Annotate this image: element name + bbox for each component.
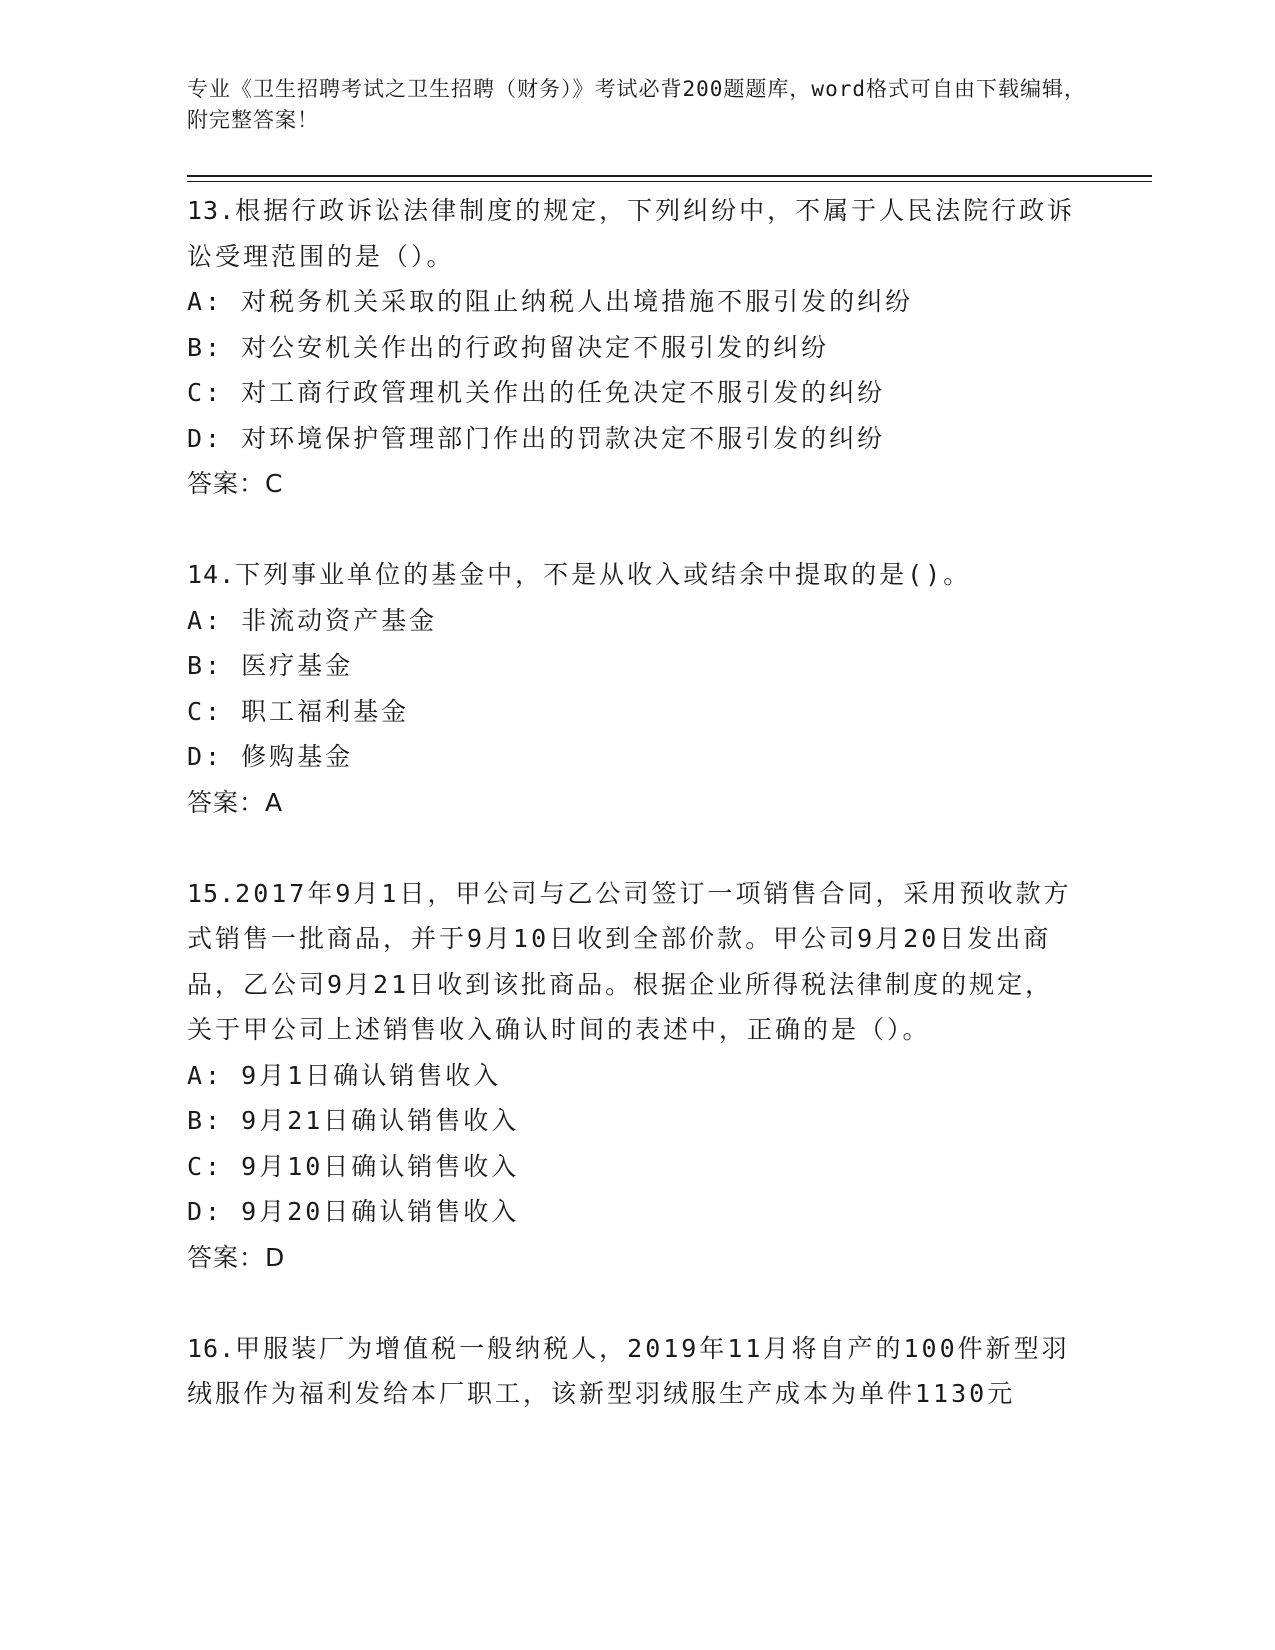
- option-b: B: 医疗基金: [187, 651, 354, 680]
- question-15: [187, 871, 1077, 1281]
- answer: 答案：D: [187, 1242, 286, 1272]
- question-stem: [187, 552, 1077, 598]
- option-a: A: 对税务机关采取的阻止纳税人出境措施不服引发的纠纷: [187, 287, 914, 316]
- option-b: B: 9月21日确认销售收入: [187, 1106, 520, 1135]
- question-text: 甲服装厂为增值税一般纳税人，2019年11月将自产的100件新型羽绒服作为福利发给本厂职工，该新型羽绒服生产成本为单件1130元: [187, 1333, 1070, 1408]
- header-text: 专业《卫生招聘考试之卫生招聘（财务）》考试必背200题题库，word格式可自由下载编辑，附完整答案！: [187, 77, 1086, 132]
- question-number: 14.: [187, 560, 236, 589]
- question-stem: [187, 188, 1077, 279]
- option-a: A: 9月1日确认销售收入: [187, 1060, 502, 1090]
- document-header: [187, 74, 1087, 136]
- option-c: C: 职工福利基金: [187, 696, 410, 726]
- question-text: 2017年9月1日，甲公司与乙公司签订一项销售合同，采用预收款方式销售一批商品，并于9月10日收到全部价款。甲公司9月20日发出商品，乙公司9月21日收到该批商品。根据企业所得税法律制度的规定，关于甲公司上述销售收入确认时间的表述中，正确的是（）。: [187, 878, 1072, 1044]
- header-divider-thin: [187, 181, 1152, 182]
- question-14: [187, 552, 1077, 825]
- question-stem: [187, 871, 1077, 1053]
- option-d: D: 9月20日确认销售收入: [187, 1197, 520, 1226]
- question-stem: [187, 1326, 1077, 1417]
- option-c: C: 对工商行政管理机关作出的任免决定不服引发的纠纷: [187, 378, 886, 407]
- question-number: 16.: [187, 1333, 236, 1363]
- answer: 答案：A: [187, 787, 284, 817]
- question-text: 根据行政诉讼法律制度的规定，下列纠纷中，不属于人民法院行政诉讼受理范围的是（）。: [187, 196, 1076, 271]
- option-d: D: 修购基金: [187, 742, 354, 771]
- question-16: [187, 1326, 1077, 1417]
- question-number: 15.: [187, 878, 236, 908]
- option-c: C: 9月10日确认销售收入: [187, 1151, 520, 1181]
- answer: 答案：C: [187, 469, 284, 498]
- question-list: [187, 188, 1077, 1462]
- option-a: A: 非流动资产基金: [187, 605, 438, 635]
- option-d: D: 对环境保护管理部门作出的罚款决定不服引发的纠纷: [187, 423, 886, 453]
- header-divider-thick: [187, 175, 1152, 177]
- question-number: 13.: [187, 196, 236, 225]
- question-13: [187, 188, 1077, 507]
- question-text: 下列事业单位的基金中，不是从收入或结余中提取的是()。: [235, 560, 972, 589]
- option-b: B: 对公安机关作出的行政拘留决定不服引发的纠纷: [187, 332, 830, 362]
